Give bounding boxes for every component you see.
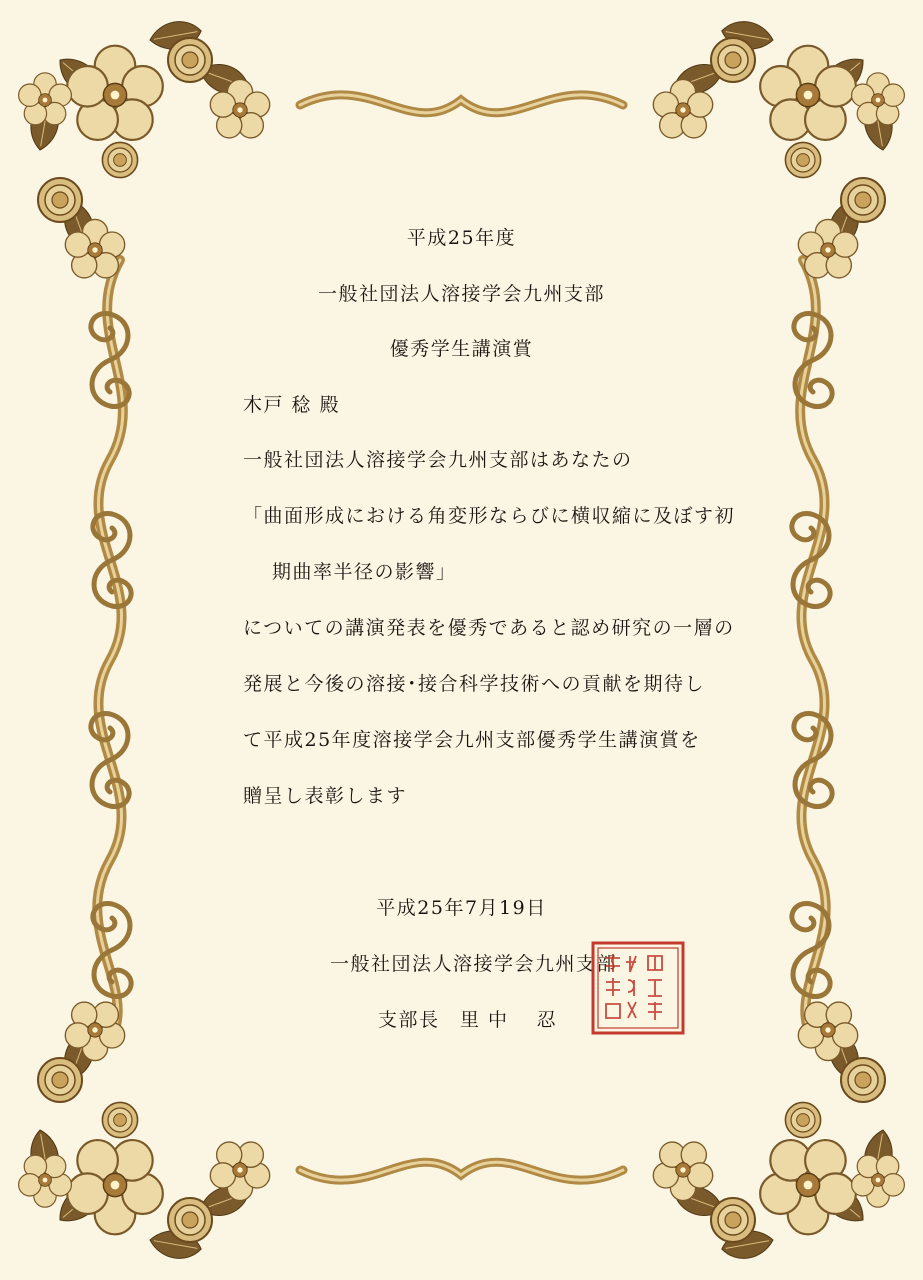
right-scroll-border xyxy=(792,260,832,1040)
floral-corner-bottom-left-icon xyxy=(19,1002,270,1262)
body-line: 贈呈し表彰します xyxy=(243,785,408,807)
body-line: 期曲率半径の影響」 xyxy=(272,561,457,583)
body-line: 「曲面形成における角変形ならびに横収縮に及ぼす初 xyxy=(243,505,736,527)
top-scroll-border xyxy=(300,95,623,113)
body-line: 一般社団法人溶接学会九州支部はあなたの xyxy=(243,449,633,471)
floral-corner-bottom-right-icon xyxy=(653,1002,904,1262)
organization-heading: 一般社団法人溶接学会九州支部 xyxy=(317,283,605,305)
bottom-scroll-border xyxy=(300,1162,623,1180)
fiscal-year: 平成25年度 xyxy=(406,227,517,249)
issuer-organization: 一般社団法人溶接学会九州支部 xyxy=(330,953,618,975)
award-title: 優秀学生講演賞 xyxy=(389,338,534,360)
issuer-signatory: 支部長 里 中 忍 xyxy=(378,1009,558,1031)
body-line: て平成25年度溶接学会九州支部優秀学生講演賞を xyxy=(243,729,701,751)
left-scroll-border xyxy=(91,260,131,1040)
body-line: についての講演発表を優秀であると認め研究の一層の xyxy=(243,617,735,639)
official-seal-icon xyxy=(590,940,686,1036)
issue-date: 平成25年7月19日 xyxy=(376,897,547,919)
body-line: 発展と今後の溶接･接合科学技術への貢献を期待し xyxy=(243,673,706,695)
recipient-name: 木戸 稔 殿 xyxy=(243,394,341,416)
